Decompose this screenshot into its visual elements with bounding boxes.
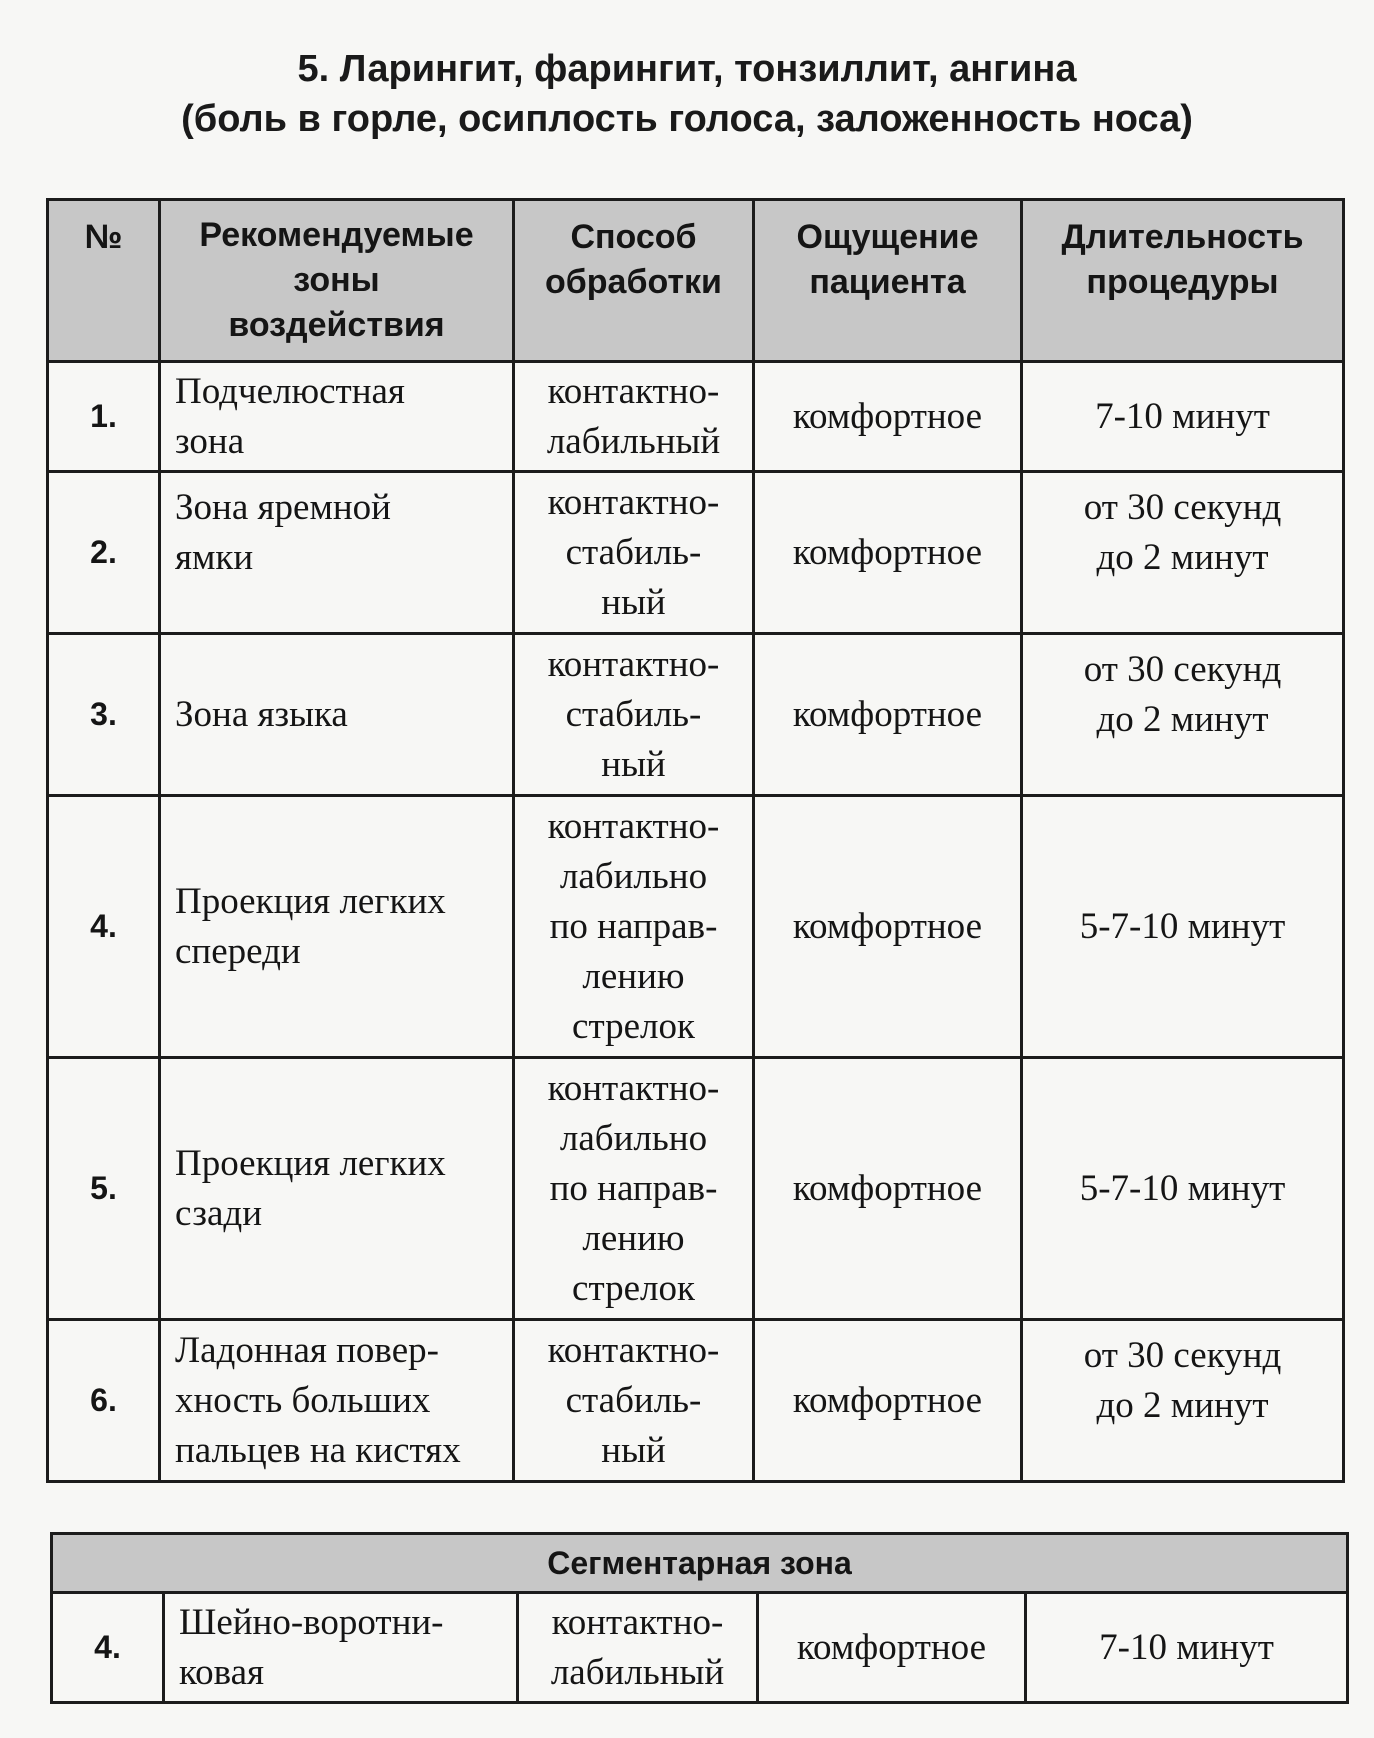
row-zone: Зона языка <box>160 634 514 796</box>
row-method: контактно- лабильный <box>518 1593 758 1703</box>
row-duration: 7-10 минут <box>1026 1593 1348 1703</box>
table-header-row <box>48 200 1344 362</box>
row-zone: Зона яремной ямки <box>160 472 514 634</box>
title-line-1: 5. Ларингит, фарингит, тонзиллит, ангина <box>297 48 1077 90</box>
row-method: контактно- лабильно по направ- лению стрелок <box>514 1058 754 1320</box>
table-row <box>48 1058 1344 1320</box>
row-number: 4. <box>52 1593 164 1703</box>
header-number: № <box>48 200 160 362</box>
row-number: 4. <box>48 796 160 1058</box>
row-zone: Ладонная повер- хность больших пальцев на кистях <box>160 1320 514 1482</box>
row-feeling: комфортное <box>758 1593 1026 1703</box>
row-number: 5. <box>48 1058 160 1320</box>
row-zone: Шейно-воротни- ковая <box>164 1593 518 1703</box>
row-method: контактно- стабиль- ный <box>514 472 754 634</box>
header-method: Способ обработки <box>514 200 754 362</box>
row-duration: 5-7-10 минут <box>1022 796 1344 1058</box>
row-duration: от 30 секунд до 2 минут <box>1022 634 1344 796</box>
row-number: 1. <box>48 362 160 472</box>
row-zone: Проекция легких сзади <box>160 1058 514 1320</box>
procedure-table <box>46 198 1345 1483</box>
row-zone: Подчелюстная зона <box>160 362 514 472</box>
table-row <box>52 1593 1348 1703</box>
row-duration: 7-10 минут <box>1022 362 1344 472</box>
row-feeling: комфортное <box>754 1058 1022 1320</box>
row-duration: от 30 секунд до 2 минут <box>1022 1320 1344 1482</box>
segment-header-row <box>52 1534 1348 1593</box>
page-title <box>0 44 1374 144</box>
table-row <box>48 1320 1344 1482</box>
table-row <box>48 796 1344 1058</box>
row-method: контактно- лабильно по направ- лению стрелок <box>514 796 754 1058</box>
segment-heading: Сегментарная зона <box>52 1534 1348 1593</box>
row-number: 3. <box>48 634 160 796</box>
header-feeling: Ощущение пациента <box>754 200 1022 362</box>
row-feeling: комфортное <box>754 472 1022 634</box>
row-method: контактно- стабиль- ный <box>514 1320 754 1482</box>
title-line-2: (боль в горле, осиплость голоса, заложенность носа) <box>181 98 1193 140</box>
table-row <box>48 362 1344 472</box>
header-duration: Длительность процедуры <box>1022 200 1344 362</box>
row-zone: Проекция легких спереди <box>160 796 514 1058</box>
row-method: контактно- стабиль- ный <box>514 634 754 796</box>
row-duration: от 30 секунд до 2 минут <box>1022 472 1344 634</box>
row-number: 6. <box>48 1320 160 1482</box>
row-number: 2. <box>48 472 160 634</box>
row-feeling: комфортное <box>754 634 1022 796</box>
row-feeling: комфортное <box>754 1320 1022 1482</box>
header-zones: Рекомендуемые зоны воздействия <box>160 200 514 362</box>
row-feeling: комфортное <box>754 796 1022 1058</box>
table-row <box>48 472 1344 634</box>
row-method: контактно- лабильный <box>514 362 754 472</box>
row-feeling: комфортное <box>754 362 1022 472</box>
segment-table <box>50 1532 1349 1704</box>
row-duration: 5-7-10 минут <box>1022 1058 1344 1320</box>
table-row <box>48 634 1344 796</box>
